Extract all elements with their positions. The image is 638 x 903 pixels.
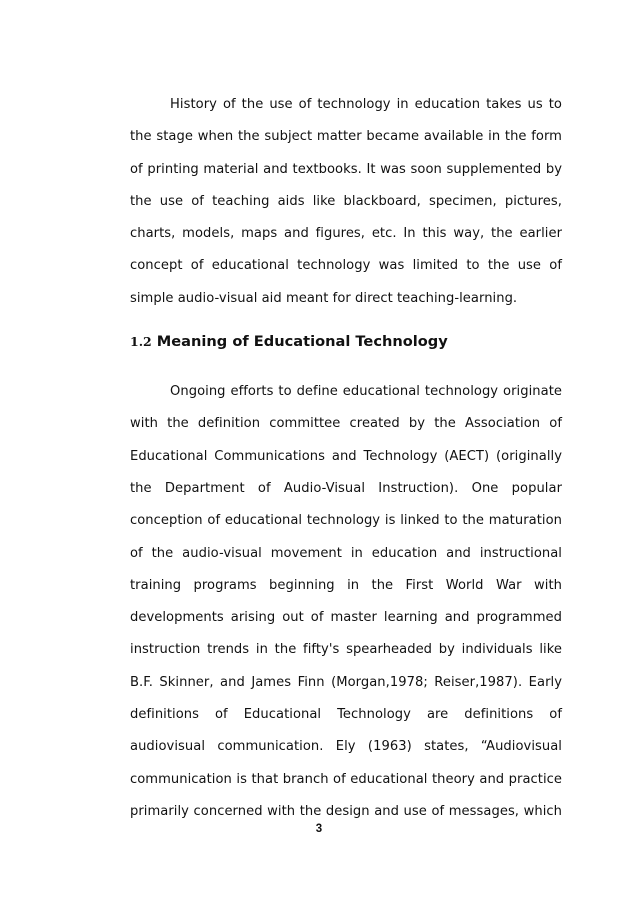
text-line: simple audio-visual aid meant for direct teaching-learning. [130,290,518,306]
page-number: 3 [315,823,323,835]
text-line: communication is that branch of educational theory and practice [130,771,562,787]
text-line: Ongoing efforts to define educational technology originate [170,384,562,400]
text-line: of the audio-visual movement in education and instructional [130,545,562,561]
text-line: the Department of Audio-Visual Instruction). One popular [130,480,562,496]
text-line: developments arising out of master learning and programmed [130,610,562,626]
section-number: 1.2 [130,333,152,349]
paragraph-history [130,89,562,315]
text-line: History of the use of technology in education takes us to [170,97,562,112]
section-title: Meaning of Educational Technology [156,332,448,350]
text-line: instruction trends in the fifty's spearheaded by individuals like [130,642,562,658]
text-line: with the definition committee created by the Association of [130,416,562,432]
text-line: concept of educational technology was limited to the use of [130,258,562,274]
paragraph-meaning [130,376,562,828]
text-line: conception of educational technology is linked to the maturation [130,513,562,529]
text-line: the use of teaching aids like blackboard, specimen, pictures, [130,193,562,209]
text-line: B.F. Skinner, and James Finn (Morgan,1978; Reiser,1987). Early [130,674,562,690]
section-heading [130,320,562,362]
text-line: audiovisual communication. Ely (1963) states, “Audiovisual [130,739,562,755]
text-line: primarily concerned with the design and use of messages, which [130,803,562,819]
text-line: definitions of Educational Technology are definitions of [130,707,562,723]
text-line: training programs beginning in the First World War with [130,577,562,593]
text-line: Educational Communications and Technology (AECT) (originally [130,448,562,464]
text-line: charts, models, maps and figures, etc. In this way, the earlier [130,226,562,242]
text-line: the stage when the subject matter became available in the form [130,129,562,145]
text-line: of printing material and textbooks. It was soon supplemented by [130,161,562,177]
page-body [130,89,562,828]
